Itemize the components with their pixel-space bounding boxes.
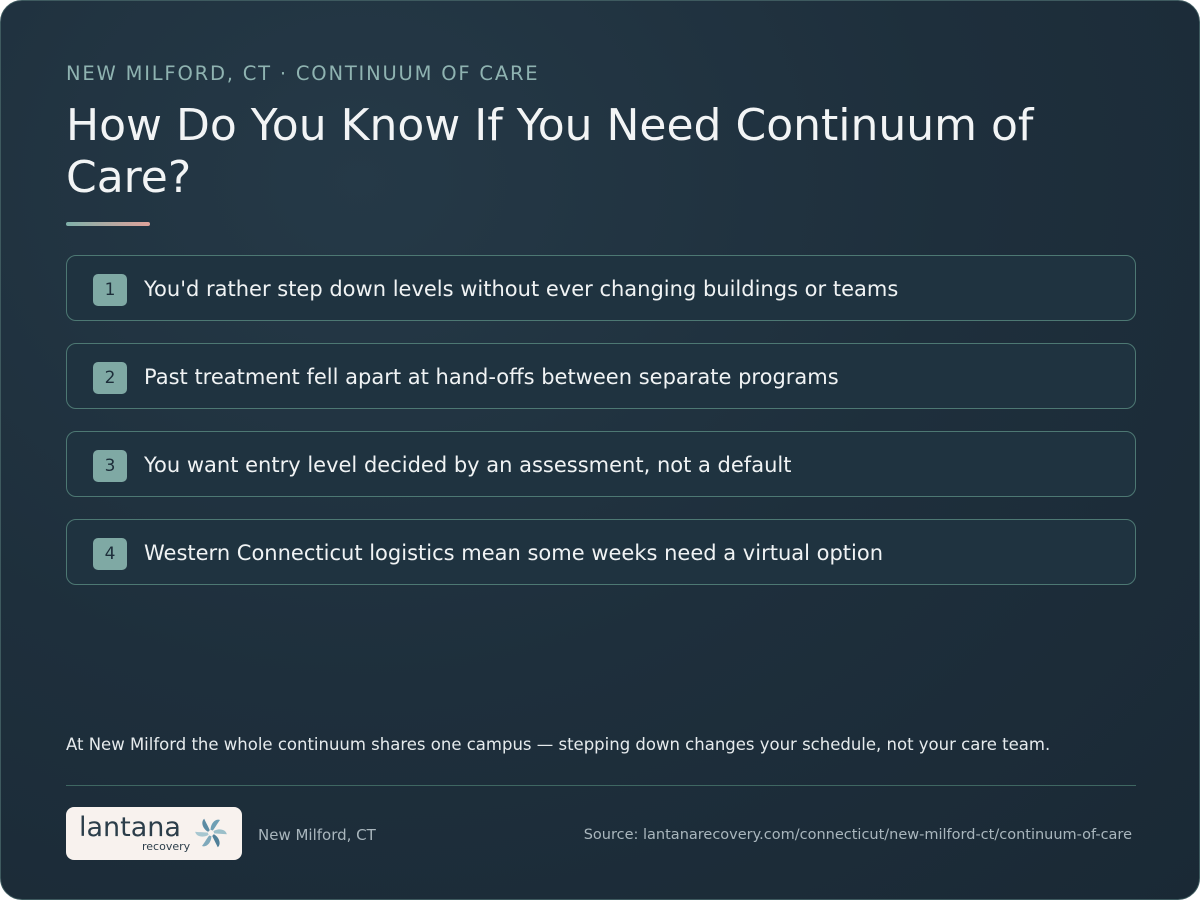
- footer-divider: [66, 785, 1136, 786]
- item-number-badge: 4: [93, 538, 127, 570]
- pinwheel-logo-icon: [194, 816, 228, 850]
- item-text: Past treatment fell apart at hand-offs between separate programs: [144, 365, 839, 389]
- eyebrow-label: NEW MILFORD, CT · CONTINUUM OF CARE: [66, 62, 540, 85]
- brand-logo: [66, 807, 242, 860]
- logo-subtext: recovery: [142, 840, 191, 853]
- item-number-badge: 1: [93, 274, 127, 306]
- list-item: [66, 431, 1136, 497]
- item-number-badge: 2: [93, 362, 127, 394]
- list-item: [66, 255, 1136, 321]
- campus-note: At New Milford the whole continuum shares one campus — stepping down changes your schedule, not your care team.: [66, 735, 1051, 754]
- item-text: Western Connecticut logistics mean some weeks need a virtual option: [144, 541, 884, 565]
- criteria-list: [66, 255, 1136, 607]
- item-text: You want entry level decided by an assessment, not a default: [144, 453, 792, 477]
- title-accent-bar: [66, 222, 150, 226]
- list-item: [66, 343, 1136, 409]
- list-item: [66, 519, 1136, 585]
- logo-wordmark: lantana: [79, 812, 181, 843]
- item-number-badge: 3: [93, 450, 127, 482]
- item-text: You'd rather step down levels without ever changing buildings or teams: [144, 277, 899, 301]
- footer-location: New Milford, CT: [258, 826, 376, 844]
- footer-source: Source: lantanarecovery.com/connecticut/new-milford-ct/continuum-of-care: [583, 827, 1132, 843]
- page-title: How Do You Know If You Need Continuum of Care?: [66, 100, 1034, 203]
